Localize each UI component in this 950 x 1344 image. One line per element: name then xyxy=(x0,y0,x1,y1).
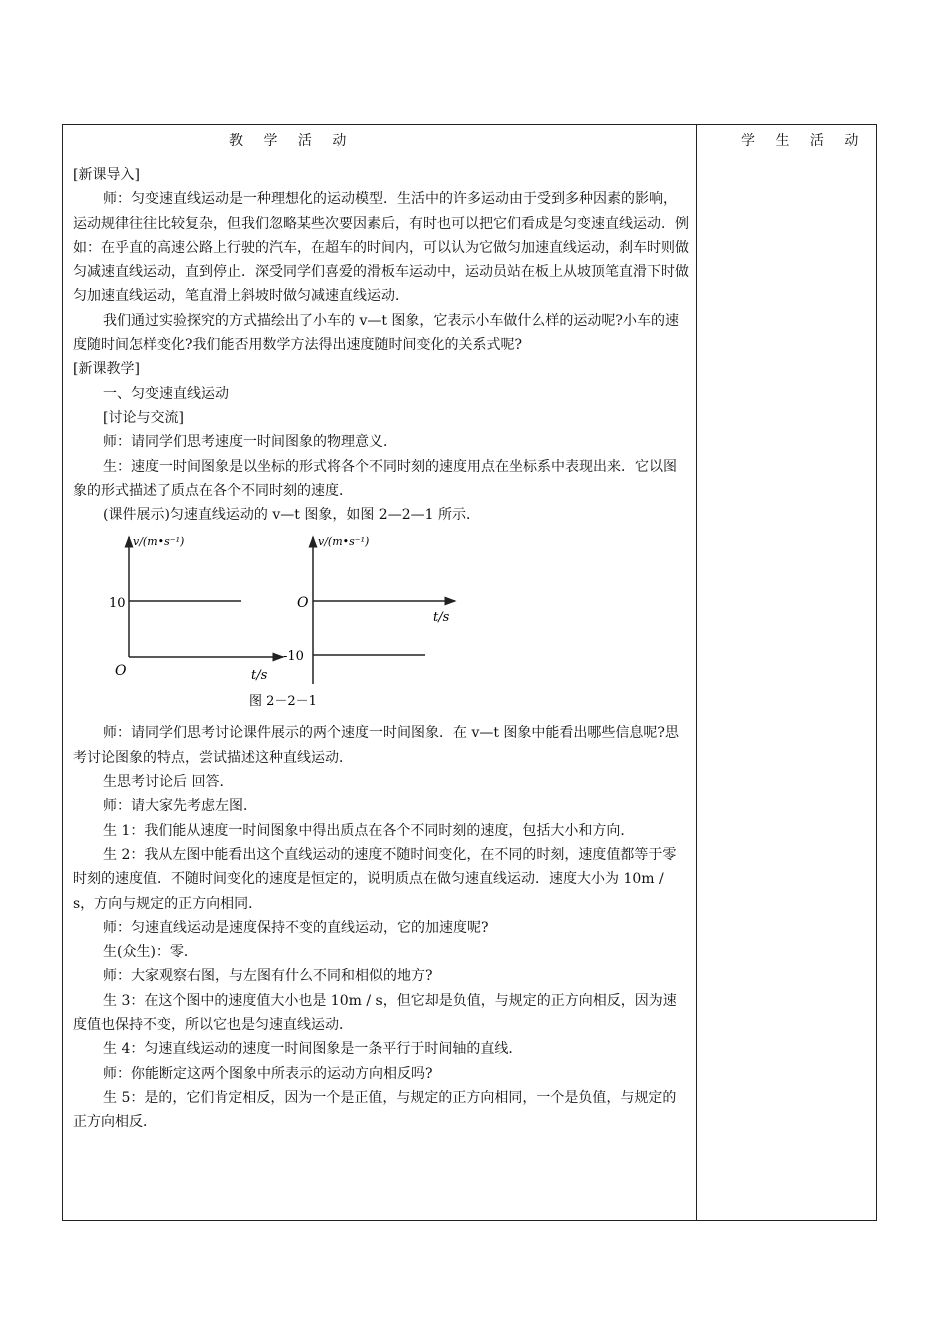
paragraph: 师：请同学们思考速度一时间图象的物理意义． xyxy=(103,434,397,451)
column-divider xyxy=(696,125,697,1220)
paragraphs-after-figure xyxy=(73,721,689,1134)
vt-graphs xyxy=(73,529,689,707)
paragraph: [新课导入] xyxy=(73,167,140,183)
paragraph: (课件展示)匀速直线运动的 v—t 图象，如图 2—2—1 所示． xyxy=(103,507,480,524)
right-ylabel: v/(m•s⁻¹) xyxy=(318,535,370,549)
paragraph: 师：大家观察右图，与左图有什么不同和相似的地方? xyxy=(103,968,433,985)
paragraph: [讨论与交流] xyxy=(103,409,184,426)
right-tick-minus10: -10 xyxy=(283,649,304,665)
paragraph: 师：匀变速直线运动是一种理想化的运动模型．生活中的许多运动由于受到多种因素的影响，运动规律往往比较复杂，但我们忽略某些次要因素后，有时也可以把它们看成是匀变速直线运动．例如：在乎直的高速公路上行驶的汽车，在超车的时间内，可以认为它做匀加速直线运动，刹车时则做匀减速直线运动，直到停止．深受同学们喜爱的滑板车运动中，运动员站在板上从坡顶笔直滑下时做匀加速直线运动，笔直滑上斜坡时做匀减速直线运动． xyxy=(73,191,689,305)
paragraph: 师：请同学们思考讨论课件展示的两个速度一时间图象．在 v—t 图象中能看出哪些信息呢?思考讨论图象的特点，尝试描述这种直线运动． xyxy=(73,725,679,766)
teaching-activity-header: 教 学 活 动 xyxy=(229,133,355,149)
paragraph: 师：请大家先考虑左图． xyxy=(103,798,257,815)
paragraph: 生 4：匀速直线运动的速度一时间图象是一条平行于时间轴的直线． xyxy=(103,1041,523,1058)
paragraph: 生 5：是的，它们肯定相反，因为一个是正值，与规定的正方向相同，一个是负值，与规定的正方向相反． xyxy=(73,1089,677,1131)
paragraph: 生 1：我们能从速度一时间图象中得出质点在各个不同时刻的速度，包括大小和方向． xyxy=(103,822,635,839)
figure-caption: 图 2－2－1 xyxy=(249,694,317,708)
figure-2-2-1 xyxy=(73,529,689,707)
paragraph: 生 2：我从左图中能看出这个直线运动的速度不随时间变化，在不同的时刻，速度值都等于零时刻的速度值．不随时间变化的速度是恒定的，说明质点在做匀速直线运动．速度大小为 10m / s，方向与规定的正方向相同． xyxy=(73,846,677,912)
paragraph: [新课教学] xyxy=(73,361,140,378)
left-xlabel: t/s xyxy=(251,668,268,684)
left-tick-10: 10 xyxy=(109,596,126,612)
paragraph: 一、匀变速直线运动 xyxy=(103,385,229,402)
left-ylabel: v/(m•s⁻¹) xyxy=(133,535,185,549)
paragraph: 师：匀速直线运动是速度保持不变的直线运动，它的加速度呢? xyxy=(103,919,489,936)
paragraph: 师：你能断定这两个图象中所表示的运动方向相反吗? xyxy=(103,1065,433,1082)
left-origin: O xyxy=(115,663,127,680)
paragraph: 生 3：在这个图中的速度值大小也是 10m / s，但它却是负值，与规定的正方向相反，因为速度值也保持不变，所以它也是匀速直线运动． xyxy=(73,992,677,1034)
teaching-content xyxy=(73,163,689,1135)
paragraphs-before-figure xyxy=(73,163,689,527)
paragraph: 我们通过实验探究的方式描绘出了小车的 v—t 图象，它表示小车做什么样的运动呢?小车的速度随时间怎样变化?我们能否用数学方法得出速度随时间变化的关系式呢? xyxy=(73,312,679,354)
right-xlabel: t/s xyxy=(433,610,450,626)
paragraph: 生思考讨论后 回答． xyxy=(103,774,234,791)
lesson-table xyxy=(62,124,877,1221)
right-origin: O xyxy=(297,595,309,612)
paragraph: 生(众生)：零． xyxy=(103,944,198,961)
student-activity-header: 学 生 活 动 xyxy=(741,133,867,149)
paragraph: 生：速度一时间图象是以坐标的形式将各个不同时刻的速度用点在坐标系中表现出来．它以图象的形式描述了质点在各个不同时刻的速度． xyxy=(73,458,677,499)
